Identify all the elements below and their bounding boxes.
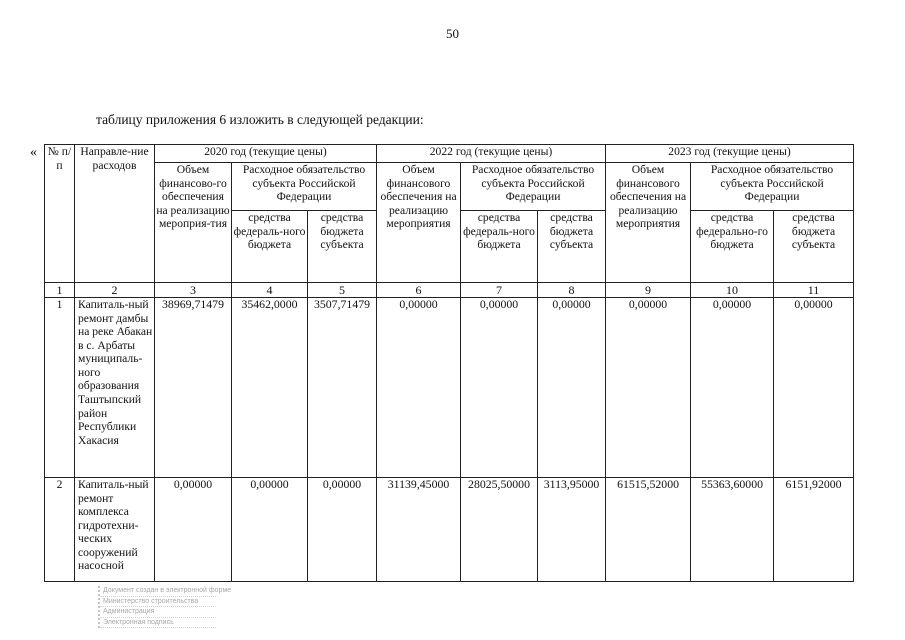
column-index: 11 [774, 283, 854, 298]
header-subject-2020: средства бюджета субъекта [308, 211, 377, 283]
header-year-2023: 2023 год (текущие цены) [606, 145, 854, 163]
row-direction: Капиталь-ный ремонт дамбы на реке Абакан в с. Арбаты муниципаль-ного образования Таштыпский район Республики Хакасия [75, 298, 155, 478]
header-year-2020: 2020 год (текущие цены) [155, 145, 377, 163]
stamp-line: Электронная подпись [100, 618, 216, 629]
row-value: 55363,60000 [691, 478, 774, 582]
electronic-signature-stamp [98, 586, 232, 628]
stamp-line: Документ создан в электронной форме [100, 586, 216, 597]
row-value: 0,00000 [232, 478, 308, 582]
row-direction: Капиталь-ный ремонт комплекса гидротехни-ческих сооружений насосной [75, 478, 155, 582]
appendix-table [44, 144, 854, 582]
row-value: 38969,71479 [155, 298, 232, 478]
row-value: 0,00000 [377, 298, 461, 478]
row-value: 0,00000 [308, 478, 377, 582]
column-index: 5 [308, 283, 377, 298]
column-index: 9 [606, 283, 691, 298]
row-value: 31139,45000 [377, 478, 461, 582]
row-value: 0,00000 [691, 298, 774, 478]
row-value: 28025,50000 [461, 478, 538, 582]
header-federal-2022: средства федераль-ного бюджета [461, 211, 538, 283]
column-index: 2 [75, 283, 155, 298]
header-volume-2022: Объем финансового обеспечения на реализацию мероприятия [377, 163, 461, 283]
header-direction: Направле-ние расходов [75, 145, 155, 283]
header-federal-2023: средства федерально-го бюджета [691, 211, 774, 283]
page-number: 50 [446, 26, 459, 41]
header-volume-2023: Объем финансового обеспечения на реализацию мероприятия [606, 163, 691, 283]
header-volume-2020: Объем финансово-го обеспечения на реализацию мероприя-тия [155, 163, 232, 283]
row-value: 0,00000 [461, 298, 538, 478]
row-num: 1 [45, 298, 75, 478]
table-row [45, 298, 854, 478]
row-value: 35462,0000 [232, 298, 308, 478]
column-index: 3 [155, 283, 232, 298]
stamp-line: Администрация [100, 607, 216, 618]
row-value: 6151,92000 [774, 478, 854, 582]
intro-text: таблицу приложения 6 изложить в следующей редакции: [96, 112, 424, 127]
column-index: 1 [45, 283, 75, 298]
header-num: № п/п [45, 145, 75, 283]
column-index: 10 [691, 283, 774, 298]
stamp-line: Министерство строительства [100, 597, 216, 608]
row-value: 0,00000 [774, 298, 854, 478]
header-subject-2023: средства бюджета субъекта [774, 211, 854, 283]
row-value: 61515,52000 [606, 478, 691, 582]
column-index: 6 [377, 283, 461, 298]
row-value: 3507,71479 [308, 298, 377, 478]
opening-quote: « [30, 145, 37, 160]
header-obligation-2023: Расходное обязательство субъекта Российской Федерации [691, 163, 854, 211]
column-index: 8 [538, 283, 606, 298]
row-value: 0,00000 [538, 298, 606, 478]
table-row [45, 478, 854, 582]
row-value: 0,00000 [155, 478, 232, 582]
row-value: 0,00000 [606, 298, 691, 478]
header-year-2022: 2022 год (текущие цены) [377, 145, 606, 163]
column-index: 4 [232, 283, 308, 298]
header-obligation-2022: Расходное обязательство субъекта Российской Федерации [461, 163, 606, 211]
row-num: 2 [45, 478, 75, 582]
column-index: 7 [461, 283, 538, 298]
row-value: 3113,95000 [538, 478, 606, 582]
header-federal-2020: средства федераль-ного бюджета [232, 211, 308, 283]
header-subject-2022: средства бюджета субъекта [538, 211, 606, 283]
header-obligation-2020: Расходное обязательство субъекта Российской Федерации [232, 163, 377, 211]
